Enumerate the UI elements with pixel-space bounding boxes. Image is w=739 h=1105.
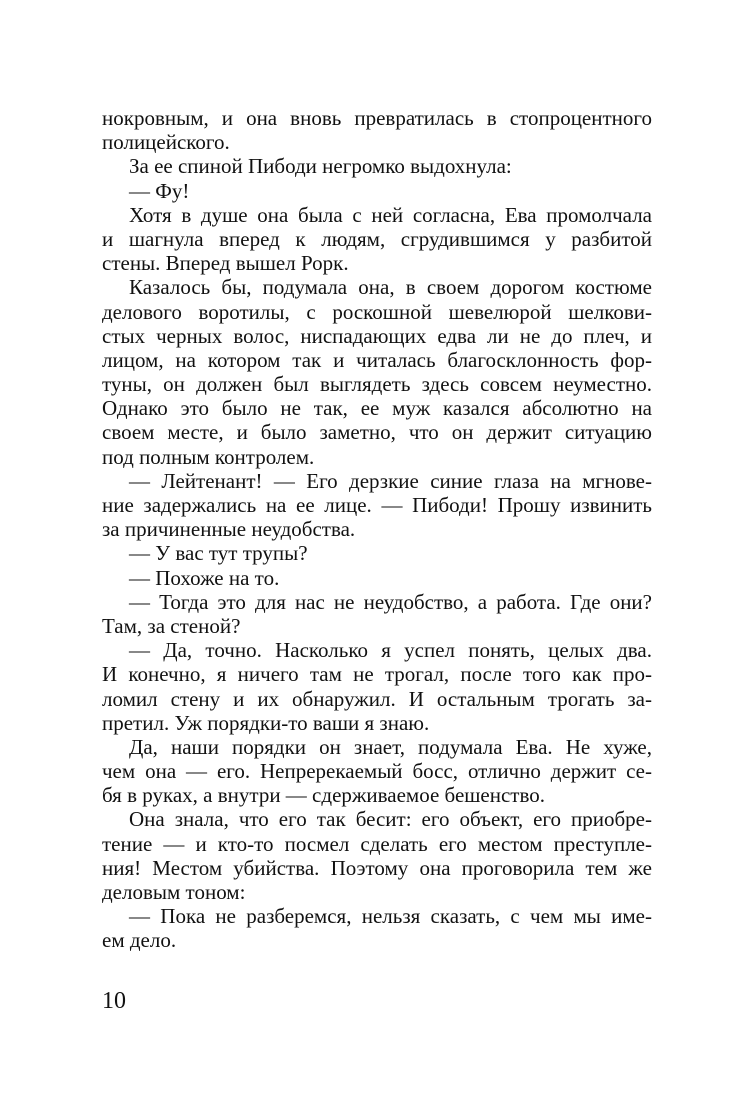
text-line: под полным контролем. — [102, 444, 315, 469]
text-line: ломил стену и их обнаружил. И остальным трогать за- — [102, 686, 652, 711]
text-line: — Похоже на то. — [129, 565, 280, 590]
text-line: лицом, на котором так и читалась благосклонность фор- — [102, 347, 652, 372]
text-line: Да, наши порядки он знает, подумала Ева. Не хуже, — [129, 734, 652, 759]
text-line: стых черных волос, ниспадающих едва ли не до плеч, и — [102, 323, 652, 348]
text-line: туны, он должен был выглядеть здесь совсем неуместно. — [102, 372, 652, 397]
text-line: И конечно, я ничего там не трогал, после того как про- — [102, 662, 652, 687]
text-line: — Лейтенант! — Его дерзкие синие глаза на мгнове- — [129, 468, 652, 493]
text-line: чем она — его. Непререкаемый босс, отлично держит се- — [102, 759, 652, 784]
text-line: ние задержались на ее лице. — Пибоди! Прошу извинить — [102, 493, 652, 517]
text-line: полицейского. — [102, 130, 230, 155]
text-line: — Фу! — [129, 178, 190, 203]
text-line: ем дело. — [102, 928, 177, 953]
text-line: тение — и кто-то посмел сделать его местом преступле- — [102, 831, 652, 856]
text-line: за причиненные неудобства. — [102, 517, 356, 542]
text-line: За ее спиной Пибоди негромко выдохнула: — [129, 154, 512, 179]
body-text — [102, 106, 652, 953]
text-line: — Пока не разберемся, нельзя сказать, с чем мы име- — [129, 904, 652, 929]
text-line: бя в руках, а внутри — сдерживаемое бешенство. — [102, 783, 546, 808]
text-line: Там, за стеной? — [102, 613, 241, 638]
text-line: претил. Уж порядки-то ваши я знаю. — [102, 710, 430, 735]
text-line: деловым тоном: — [102, 880, 246, 904]
text-line: Хотя в душе она была с ней согласна, Ева промолчала — [129, 202, 652, 227]
text-line: Она знала, что его так бесит: его объект, его приобре- — [129, 807, 652, 832]
text-line: — Тогда это для нас не неудобство, а работа. Где они? — [129, 589, 652, 614]
text-line: — У вас тут трупы? — [129, 541, 308, 566]
text-line: и шагнула вперед к людям, сгрудившимся у разбитой — [102, 226, 652, 251]
text-line: стены. Вперед вышел Рорк. — [102, 251, 349, 276]
page-number: 10 — [102, 988, 126, 1014]
text-line: — Да, точно. Насколько я успел понять, целых два. — [129, 638, 652, 663]
text-line: Казалось бы, подумала она, в своем дорогом костюме — [129, 275, 652, 300]
text-line: нокровным, и она вновь превратилась в стопроцентного — [102, 106, 652, 130]
text-line: Однако это было не так, ее муж казался абсолютно на — [102, 396, 652, 421]
text-line: ния! Местом убийства. Поэтому она проговорила тем же — [102, 855, 652, 880]
text-line: своем месте, и было заметно, что он держит ситуацию — [102, 420, 652, 445]
text-line: делового воротилы, с роскошной шевелюрой шелкови- — [102, 299, 652, 324]
